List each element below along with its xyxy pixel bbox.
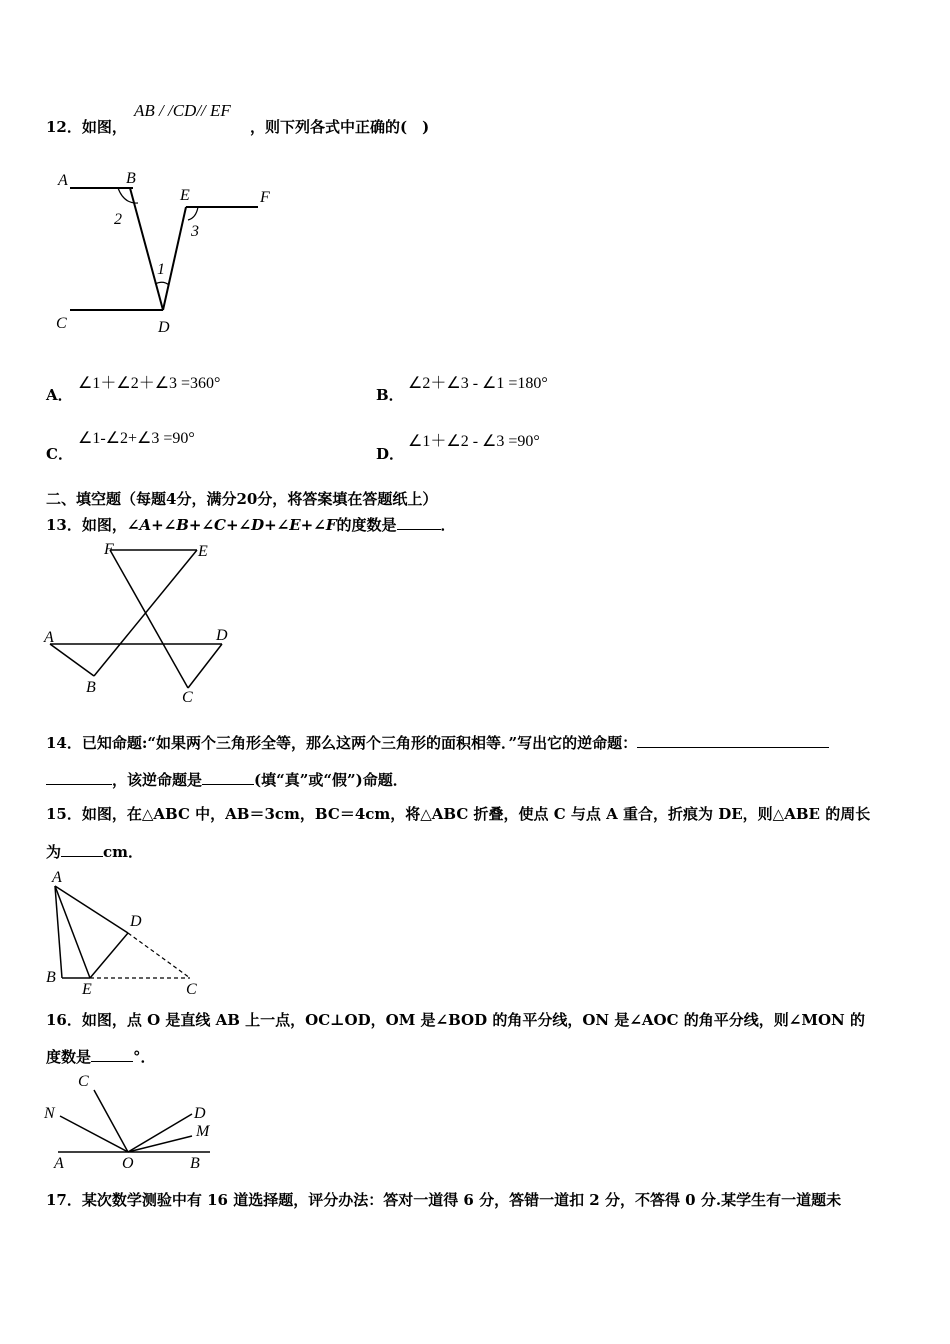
q14-answer-blank-1-cont[interactable] [46, 770, 112, 785]
line-bd [130, 188, 163, 310]
q16-pre: 度数是 [46, 1048, 92, 1066]
angle-3-arc [188, 207, 198, 220]
q16-post: °． [133, 1048, 156, 1066]
label-e: E [82, 981, 92, 998]
q12-condition: AB / /CD// EF [134, 101, 231, 120]
q13-tail: 的度数是 [336, 516, 397, 534]
label-d: D [158, 319, 170, 336]
label-d: D [130, 913, 142, 930]
label-b: B [46, 969, 56, 986]
q17-line-1: 17．某次数学测验中有 16 道选择题，评分办法：答对一道得 6 分，答错一道扣 2 分，不答得 0 分.某学生有一道题未 [46, 1191, 842, 1209]
label-d: D [194, 1105, 206, 1122]
q14-text: 14．已知命题:“如果两个三角形全等，那么这两个三角形的面积相等．”写出它的逆命题： [46, 734, 638, 752]
q15-answer-blank[interactable] [61, 842, 103, 857]
label-c: C [182, 689, 193, 706]
q16-answer-blank[interactable] [91, 1047, 133, 1062]
q14-answer-blank-2[interactable] [202, 770, 254, 785]
label-f: F [104, 541, 114, 558]
q12-option-c-label: C． [46, 445, 73, 463]
label-a: A [44, 629, 54, 646]
label-m: M [196, 1123, 210, 1140]
q16-figure [40, 1070, 220, 1174]
label-b: B [126, 170, 136, 187]
q13-answer-blank[interactable] [397, 515, 441, 530]
q12-option-b-expr: ∠2＋∠3 - ∠1 =180° [408, 375, 548, 392]
label-a: A [54, 1155, 64, 1172]
angle-2-arc [118, 188, 138, 203]
label-c: C [186, 981, 197, 998]
q15-post: cm． [103, 843, 144, 861]
q12-option-a-label: A． [46, 386, 73, 404]
q12-option-a-expr: ∠1＋∠2＋∠3 =360° [78, 375, 221, 392]
label-angle-3: 3 [191, 223, 199, 240]
label-n: N [44, 1105, 55, 1122]
q12-option-b-label: B． [376, 386, 404, 404]
label-f: F [260, 189, 270, 206]
label-a: A [58, 172, 68, 189]
q15-figure [40, 866, 210, 998]
label-c: C [56, 315, 67, 332]
label-a: A [52, 869, 62, 886]
label-e: E [198, 543, 208, 560]
q15-pre: 为 [46, 843, 62, 861]
q12-tail: ，则下列各式中正确的( ) [250, 118, 430, 136]
q12-option-d-expr: ∠1＋∠2 - ∠3 =90° [408, 433, 540, 450]
q16-line-2 [46, 1046, 156, 1067]
label-b: B [86, 679, 96, 696]
label-c: C [78, 1073, 89, 1090]
q15-line-2 [46, 841, 143, 862]
q16-line-1: 16．如图，点 O 是直线 AB 上一点，OC⊥OD，OM 是∠BOD 的角平分线，ON 是∠AOC 的角平分线，则∠MON 的 [46, 1011, 865, 1029]
label-b: B [190, 1155, 200, 1172]
q14-end: (填“真”或“假”)命题． [254, 771, 408, 789]
q13-expr: ∠A+∠B+∠C+∠D+∠E+∠F [126, 516, 337, 534]
q14-mid: ，该逆命题是 [112, 771, 203, 789]
q13-end: ． [440, 516, 456, 534]
line-ed [163, 207, 186, 310]
label-o: O [122, 1155, 134, 1172]
q14-line-1 [46, 732, 829, 753]
q14-line-2 [46, 769, 408, 790]
q13-figure [40, 538, 250, 708]
q12-option-c-expr: ∠1-∠2+∠3 =90° [78, 430, 195, 447]
label-e: E [180, 187, 190, 204]
q15-line-1: 15．如图，在△ABC 中，AB＝3cm，BC＝4cm，将△ABC 折叠，使点 C 与点 A 重合，折痕为 DE，则△ABE 的周长 [46, 805, 871, 823]
label-angle-2: 2 [114, 211, 122, 228]
q12-stem [46, 116, 127, 137]
q13-stem [46, 514, 456, 535]
section-2-title: 二、填空题（每题4分，满分20分，将答案填在答题纸上） [46, 490, 438, 508]
label-d: D [216, 627, 228, 644]
q12-option-d-label: D． [376, 445, 405, 463]
q14-answer-blank-1[interactable] [637, 733, 829, 748]
label-angle-1: 1 [157, 261, 165, 278]
q12-number: 12．如图， [46, 118, 127, 136]
q13-number: 13．如图， [46, 516, 127, 534]
q12-figure [48, 160, 288, 340]
